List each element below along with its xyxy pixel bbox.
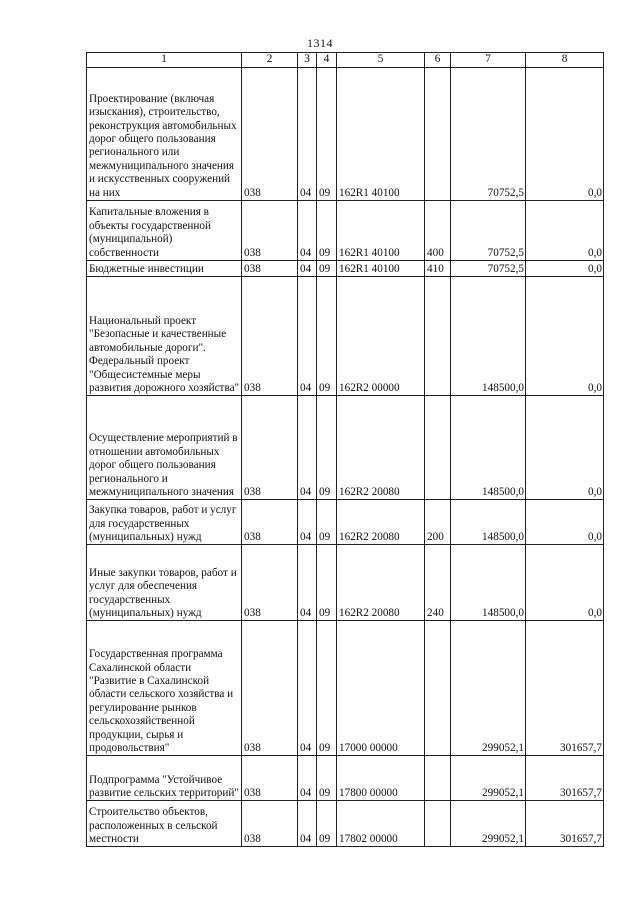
row-subsection: 09 [317,500,337,545]
table-row [87,68,604,201]
row-target-article: 162R2 20080 [337,545,425,621]
row-subsection: 09 [317,201,337,261]
row-amount-1: 70752,5 [451,201,526,261]
row-target-article: 162R2 20080 [337,500,425,545]
column-header-7: 7 [451,53,526,68]
row-name: Бюджетные инвестиции [87,261,242,277]
table-row [87,201,604,261]
row-amount-1: 70752,5 [451,68,526,201]
column-header-3: 3 [298,53,317,68]
row-section: 04 [298,801,317,847]
row-amount-2: 301657,7 [526,801,604,847]
column-header-6: 6 [425,53,451,68]
row-section: 04 [298,756,317,801]
column-header-2: 2 [242,53,298,68]
column-header-4: 4 [317,53,337,68]
row-target-article: 162R1 40100 [337,68,425,201]
row-amount-2: 0,0 [526,500,604,545]
table-row [87,545,604,621]
row-ministry-code: 038 [242,500,298,545]
row-target-article: 162R1 40100 [337,261,425,277]
row-name: Капитальные вложения в объекты государственной (муниципальной) собственности [87,201,242,261]
row-expense-type: 400 [425,201,451,261]
row-target-article: 17802 00000 [337,801,425,847]
row-name: Осуществление мероприятий в отношении автомобильных дорог общего пользования регионального и межмуниципального значения [87,396,242,500]
row-section: 04 [298,277,317,396]
row-name: Иные закупки товаров, работ и услуг для обеспечения государственных (муниципальных) нужд [87,545,242,621]
table-row [87,756,604,801]
budget-table [86,52,604,847]
row-ministry-code: 038 [242,261,298,277]
row-subsection: 09 [317,261,337,277]
row-expense-type [425,396,451,500]
row-amount-1: 299052,1 [451,801,526,847]
row-section: 04 [298,545,317,621]
row-expense-type: 410 [425,261,451,277]
row-subsection: 09 [317,621,337,756]
row-section: 04 [298,261,317,277]
row-target-article: 162R1 40100 [337,201,425,261]
row-target-article: 162R2 00000 [337,277,425,396]
row-amount-1: 299052,1 [451,621,526,756]
row-ministry-code: 038 [242,621,298,756]
row-amount-1: 299052,1 [451,756,526,801]
row-section: 04 [298,68,317,201]
row-section: 04 [298,621,317,756]
row-subsection: 09 [317,68,337,201]
row-section: 04 [298,201,317,261]
row-expense-type [425,277,451,396]
row-target-article: 17000 00000 [337,621,425,756]
row-expense-type [425,621,451,756]
row-section: 04 [298,500,317,545]
row-ministry-code: 038 [242,277,298,396]
row-ministry-code: 038 [242,545,298,621]
row-subsection: 09 [317,801,337,847]
row-amount-2: 0,0 [526,68,604,201]
table-row [87,621,604,756]
page-number: 1314 [307,36,333,50]
row-section: 04 [298,396,317,500]
row-amount-2: 0,0 [526,545,604,621]
row-name: Проектирование (включая изыскания), строительство, реконструкция автомобильных дорог общего пользования регионального или межмуниципального значения и искусственных сооружений на них [87,68,242,201]
row-amount-2: 0,0 [526,277,604,396]
row-amount-1: 148500,0 [451,396,526,500]
table-row [87,801,604,847]
column-header-8: 8 [526,53,604,68]
row-target-article: 162R2 20080 [337,396,425,500]
row-amount-2: 0,0 [526,201,604,261]
column-header-1: 1 [87,53,242,68]
row-amount-1: 148500,0 [451,277,526,396]
table-row [87,396,604,500]
row-ministry-code: 038 [242,756,298,801]
row-amount-1: 148500,0 [451,545,526,621]
row-subsection: 09 [317,277,337,396]
row-ministry-code: 038 [242,396,298,500]
table-row [87,261,604,277]
row-target-article: 17800 00000 [337,756,425,801]
row-expense-type: 200 [425,500,451,545]
row-name: Национальный проект "Безопасные и качественные автомобильные дороги". Федеральный проект "Общесистемные меры развития дорожного хозяйства" [87,277,242,396]
row-amount-1: 148500,0 [451,500,526,545]
row-amount-2: 301657,7 [526,756,604,801]
row-name: Строительство объектов, расположенных в сельской местности [87,801,242,847]
column-header-5: 5 [337,53,425,68]
row-amount-1: 70752,5 [451,261,526,277]
row-ministry-code: 038 [242,68,298,201]
row-name: Подпрограмма "Устойчивое развитие сельских территорий" [87,756,242,801]
row-ministry-code: 038 [242,801,298,847]
row-amount-2: 0,0 [526,261,604,277]
row-name: Закупка товаров, работ и услуг для государственных (муниципальных) нужд [87,500,242,545]
row-expense-type: 240 [425,545,451,621]
table-row [87,500,604,545]
row-subsection: 09 [317,545,337,621]
table-row [87,277,604,396]
row-amount-2: 301657,7 [526,621,604,756]
row-expense-type [425,756,451,801]
row-expense-type [425,801,451,847]
header-row [87,53,604,68]
row-name: Государственная программа Сахалинской области "Развитие в Сахалинской области сельского хозяйства и регулирование рынков сельскохозяйственной продукции, сырья и продовольствия" [87,621,242,756]
row-ministry-code: 038 [242,201,298,261]
row-subsection: 09 [317,756,337,801]
row-amount-2: 0,0 [526,396,604,500]
row-expense-type [425,68,451,201]
row-subsection: 09 [317,396,337,500]
